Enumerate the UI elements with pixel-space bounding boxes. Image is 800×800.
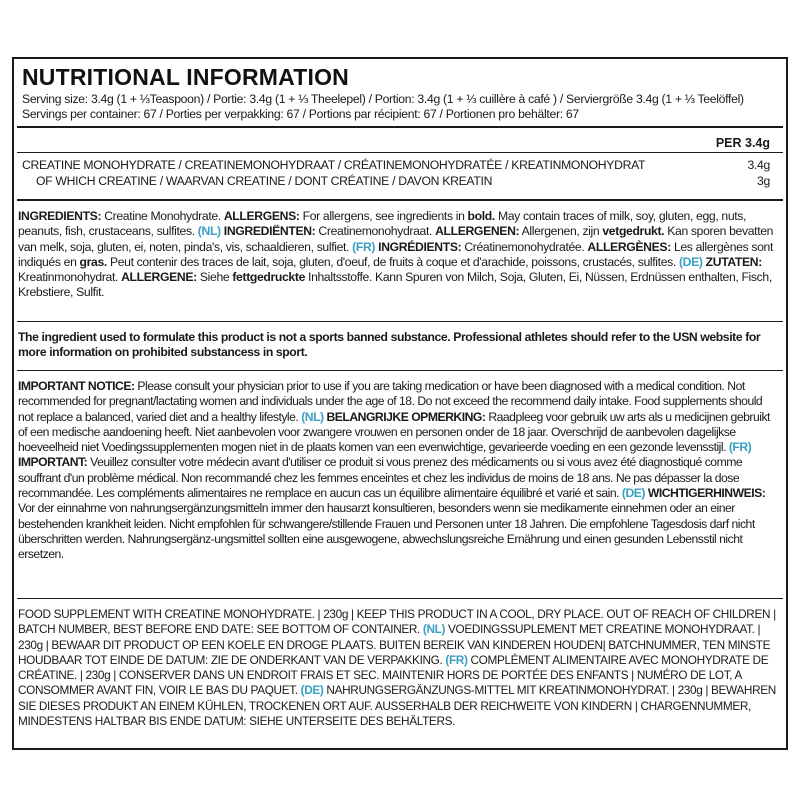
lang-tag-nl: (NL) xyxy=(197,224,221,239)
ingredients-label: INGREDIËNTEN: xyxy=(220,224,316,239)
nutrient-value: 3g xyxy=(757,174,770,188)
lang-tag-de: (DE) xyxy=(300,683,324,698)
lang-tag-fr: (FR) xyxy=(352,239,376,254)
ingredients-label: ZUTATEN: xyxy=(702,254,762,269)
text: Siehe xyxy=(196,270,233,285)
nutrient-value: 3.4g xyxy=(747,158,770,172)
allergens-label: ALLERGÈNES: xyxy=(587,239,671,254)
text: Kreatinmonohydrat. xyxy=(18,270,122,285)
per-serving-label: PER 3.4g xyxy=(715,136,770,150)
ingredients-paragraph xyxy=(18,209,780,301)
text: NAHRUNGSERGÄNZUNGS-MITTEL MIT KREATINMONOHYDRAT. | 230g | BEWAHREN SIE DIESES PRODUKT AN EINEM KÜHLEN, TROCKENEN ORT AUF. AUSSERHALB DER REICHWEITE VON KINDERN | CHARGENNUMMER, MINDESTENS HALTBAR BIS ENDE DATUM: SIEHE UNTERSEITE DES BEHÄLTERS. xyxy=(18,683,776,729)
text: vetgedrukt. xyxy=(602,224,665,239)
divider xyxy=(17,370,783,371)
notice-label: WICHTIGERHINWEIS: xyxy=(644,486,766,501)
divider xyxy=(17,598,783,599)
nutrient-row xyxy=(22,158,770,172)
text: Allergenen, zijn xyxy=(519,224,603,239)
text: May contain traces of milk, soy, gluten, egg, nuts, peanuts, fish, crustaceans, sulfites. xyxy=(18,209,747,239)
text: Créatinemonohydratée. xyxy=(461,239,588,254)
text: gras. xyxy=(79,254,107,269)
storage-paragraph xyxy=(18,607,780,729)
lang-tag-de: (DE) xyxy=(621,486,645,501)
lang-tag-nl: (NL) xyxy=(422,622,446,637)
banned-substance-notice: The ingredient used to formulate this product is not a sports banned substance. Professional athletes should refer to the USN website for more information on prohibited substancess in sport. xyxy=(18,330,761,360)
ingredients-label: INGREDIENTS: xyxy=(18,209,102,223)
text: COMPLÉMENT ALIMENTAIRE AVEC MONOHYDRATE DE CRÉATINE. | 230g | CONSERVER DANS UN ENDROIT FRAIS ET SEC. MAINTENIR HORS DE PORTÉE DES ENFANTS | NUMÉRO DE LOT, A CONSOMMER AVANT FIN, VOIR LE BAS DU PAQUET. xyxy=(18,652,769,698)
text: Kan sporen bevatten van melk, soja, gluten, ei, noten, pinda's, vis, schaaldieren, sulfiet. xyxy=(18,224,774,254)
text: FOOD SUPPLEMENT WITH CREATINE MONOHYDRATE. | 230g | KEEP THIS PRODUCT IN A COOL, DRY PLACE. OUT OF REACH OF CHILDREN | BATCH NUMBER, BEST BEFORE END DATE: SEE BOTTOM OF CONTAINER. xyxy=(18,607,776,637)
allergens-label: ALLERGENS: xyxy=(223,209,300,223)
divider xyxy=(17,126,783,128)
divider xyxy=(17,199,783,201)
servings-line: Servings per container: 67 / Porties per verpakking: 67 / Portions par récipient: 67 / Portionen pro behälter: 67 xyxy=(22,107,579,121)
important-notice-paragraph xyxy=(18,379,780,563)
text: For allergens, see ingredients in xyxy=(299,209,468,223)
lang-tag-nl: (NL) xyxy=(301,409,324,424)
text: Raadpleeg voor gebruik uw arts als u medicijnen gebruikt of een medische aandoening heeft. Niet aanbevolen voor zwangere vrouwen en personen onder de 18 jaar. Overschrijd de aanbevolen dagelijkse hoeveelheid niet Voedingssupplementen mogen niet in de plaats komen van een evenwichtige, gevarieerde voeding en een gezonde levensstijl. xyxy=(18,409,770,455)
text: Veuillez consulter votre médecin avant d'utiliser ce produit si vous prenez des médicaments ou si vous avez été diagnostiqué comme souffrant d'un problème médical. Non recommandé chez les femmes enceintes et chez les individus de moins de 18 ans. Ne pas dépasser la dose recommandée. Les compléments alimentaires ne remplace en aucun cas un équilibre alimentaire équilibré et varié et sain. xyxy=(18,455,743,501)
divider xyxy=(17,152,783,153)
text: bold. xyxy=(467,209,495,223)
nutrient-label: CREATINE MONOHYDRATE / CREATINEMONOHYDRAAT / CRÉATINEMONOHYDRATÉE / KREATINMONOHYDRAT xyxy=(22,158,646,172)
text: Les allergènes sont indiqués en xyxy=(18,239,773,269)
lang-tag-fr: (FR) xyxy=(445,652,468,667)
allergens-label: ALLERGENE: xyxy=(121,270,197,285)
text: Please consult your physician prior to use if you are taking medication or have been diagnosed with a medical condition. Not recommended for pregnant/lactating women and individuals under the age of 18. Do not exceed the recommend daily intake. Food supplements should not replace a balanced, varied diet and a healthy lifestyle. xyxy=(18,379,763,424)
allergens-label: ALLERGENEN: xyxy=(435,224,520,239)
notice-label: BELANGRIJKE OPMERKING: xyxy=(323,409,486,424)
text: Creatinemonohydraat. xyxy=(315,224,436,239)
nutrient-label: OF WHICH CREATINE / WAARVAN CREATINE / DONT CRÉATINE / DAVON KREATIN xyxy=(36,174,493,188)
notice-label: IMPORTANT NOTICE: xyxy=(18,379,135,393)
nutrient-row xyxy=(22,174,770,188)
divider xyxy=(17,321,783,322)
text: Creatine Monohydrate. xyxy=(101,209,224,223)
lang-tag-fr: (FR) xyxy=(728,440,752,455)
text: fettgedruckte xyxy=(232,270,305,285)
text: Inhaltsstoffe. Kann Spuren von Milch, Soja, Gluten, Ei, Nüssen, Erdnüssen enthalten, Fisch, Krebstiere, Sulfit. xyxy=(18,270,772,300)
serving-size-line: Serving size: 3.4g (1 + ⅓Teaspoon) / Portie: 3.4g (1 + ⅓ Theelepel) / Portion: 3.4g (1 + ⅓ cuillère à café ) / Serviergröße 3.4g (1 + ⅓ Teelöffel) xyxy=(22,92,744,106)
text: Peut contenir des traces de lait, soja, gluten, d'oeuf, de fruits à coque et d'arachide, poissons, crustacés, sulfites. xyxy=(106,254,679,269)
lang-tag-de: (DE) xyxy=(678,254,703,269)
text: VOEDINGSSUPLEMENT MET CREATINE MONOHYDRAAT. | 230g | BEWAAR DIT PRODUCT OP EEN KOELE EN DROGE PLAATS. BUITEN BEREIK VAN KINDEREN HOUDEN| BATCHNUMMER, TEN MINSTE HOUDBAAR TOT EINDE DE DATUM: ZIE DE ONDERKANT VAN DE VERPAKKING. xyxy=(18,622,771,667)
ingredients-label: INGRÉDIENTS: xyxy=(375,239,462,254)
text: Vor der einnahme von nahrungsergänzungsmitteln immer den hausarzt konsultieren, besonders wenn sie medikamente einnehmen oder an einer bestehenden krankheit leiden. Nicht empfohlen für schwangere/stillende Frauen und Personen unter 18 Jahren. Die empfohlene Tagesdosis darf nicht überschritten werden. Nahrungsergänz-ungsmittel sollten eine ausgewogene, abwechslungsreiche Ernährung und einen gesunden Lebensstil nicht ersetzen. xyxy=(18,501,755,562)
panel-title: NUTRITIONAL INFORMATION xyxy=(22,64,349,90)
notice-label: IMPORTANT: xyxy=(18,455,88,470)
